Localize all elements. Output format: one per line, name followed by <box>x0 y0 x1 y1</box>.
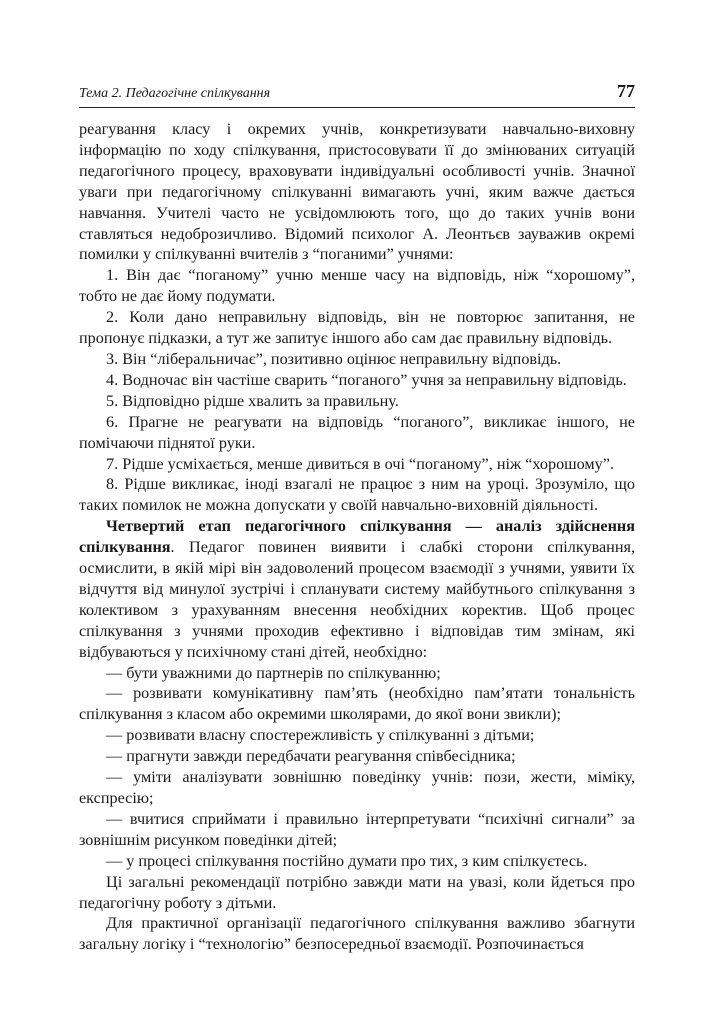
stage-4-text: . Педагог повинен виявити і слабкі сторони спілкування, осмислити, в якій мірі він задоволений процесом взаємодії з учнями, уявити їх відчуття від минулої зустрічі і спланувати систему майбутнього спілкування з колективом з урахуванням внесення необхідних коректив. Щоб процес спілкування з учнями проходив ефективно і відповідав тим змінам, які відбуваються у психічному стані дітей, необхідно: <box>79 538 635 661</box>
list-item-mistake-6: 6. Прагне не реагувати на відповідь “поганого”, викликає іншого, не помічаючи піднятої руки. <box>79 412 635 452</box>
list-item-mistake-3: 3. Він “ліберальничає”, позитивно оцінює неправильну відповідь. <box>106 349 562 368</box>
list-item-mistake-5: 5. Відповідно рідше хвалить за правильну. <box>106 391 399 410</box>
page-body <box>79 119 635 955</box>
chapter-title: Тема 2. Педагогічне спілкування <box>79 86 271 101</box>
list-item-mistake-7: 7. Рідше усміхається, менше дивиться в очі “поганому”, ніж “хорошому”. <box>106 454 614 473</box>
list-item-recommendation-2: — розвивати комунікативну пам’ять (необхідно пам’ятати тональність спілкування з класом або окремими школярами, до якої вони звикли); <box>79 684 635 724</box>
list-item-mistake-8: 8. Рідше викликає, іноді взагалі не працює з ним на уроці. Зрозуміло, що таких помилок не можна допускати у своїй навчально-виховній діяльності. <box>79 475 635 515</box>
list-item-mistake-4: 4. Водночас він частіше сварить “поганого” учня за неправильну відповідь. <box>106 370 627 389</box>
list-item-recommendation-3: — розвивати власну спостережливість у спілкуванні з дітьми; <box>106 726 535 745</box>
page-number: 77 <box>617 81 635 101</box>
list-item-mistake-2: 2. Коли дано неправильну відповідь, він не повторює запитання, не пропонує підказки, а тут же запитує іншого або сам дає правильну відповідь. <box>79 308 635 348</box>
list-item-recommendation-1: — бути уважними до партнерів по спілкуванню; <box>106 663 441 682</box>
paragraph-general: Ці загальні рекомендації потрібно завжди мати на увазі, коли йдеться про педагогічну роботу з дітьми. <box>79 872 635 912</box>
paragraph-stage-4 <box>79 516 635 662</box>
list-item-recommendation-5: — уміти аналізувати зовнішню поведінку учнів: пози, жести, міміку, експресію; <box>79 768 635 807</box>
list-item-recommendation-6: — вчитися сприймати і правильно інтерпретувати “психічні сигнали” за зовнішнім рисунком поведінки дітей; <box>79 809 635 849</box>
list-item-mistake-1: 1. Він дає “поганому” учню менше часу на відповідь, ніж “хорошому”, тобто не дає йому подумати. <box>79 266 635 306</box>
paragraph-intro: реагування класу і окремих учнів, конкретизувати навчально-виховну інформацію по ходу спілкування, пристосовувати її до змінюваних ситуацій педагогічного процесу, враховувати індивідуальні особливості учнів. Значної уваги при педагогічному спілкуванні вимагають учні, яким важче дається навчання. Учителі часто не усвідомлюють того, що до таких учнів вони ставляться недоброзичливо. Відомий психолог А. Леонтьєв зауважив окремі помилки у спілкуванні вчителів з “поганими” учнями: <box>79 120 635 264</box>
running-header <box>79 81 635 108</box>
list-item-recommendation-7: — у процесі спілкування постійно думати про тих, з ким спілкуєтесь. <box>106 851 588 870</box>
paragraph-last: Для практичної організації педагогічного спілкування важливо збагнути загальну логіку і “технологію” безпосередньої взаємодії. Розпочинається <box>79 914 635 954</box>
stage-4-heading: Четвертий етап педагогічного спілкування — аналіз здійснення спілкування <box>79 517 635 557</box>
list-item-recommendation-4: — прагнути завжди передбачати реагування співбесідника; <box>106 747 516 766</box>
